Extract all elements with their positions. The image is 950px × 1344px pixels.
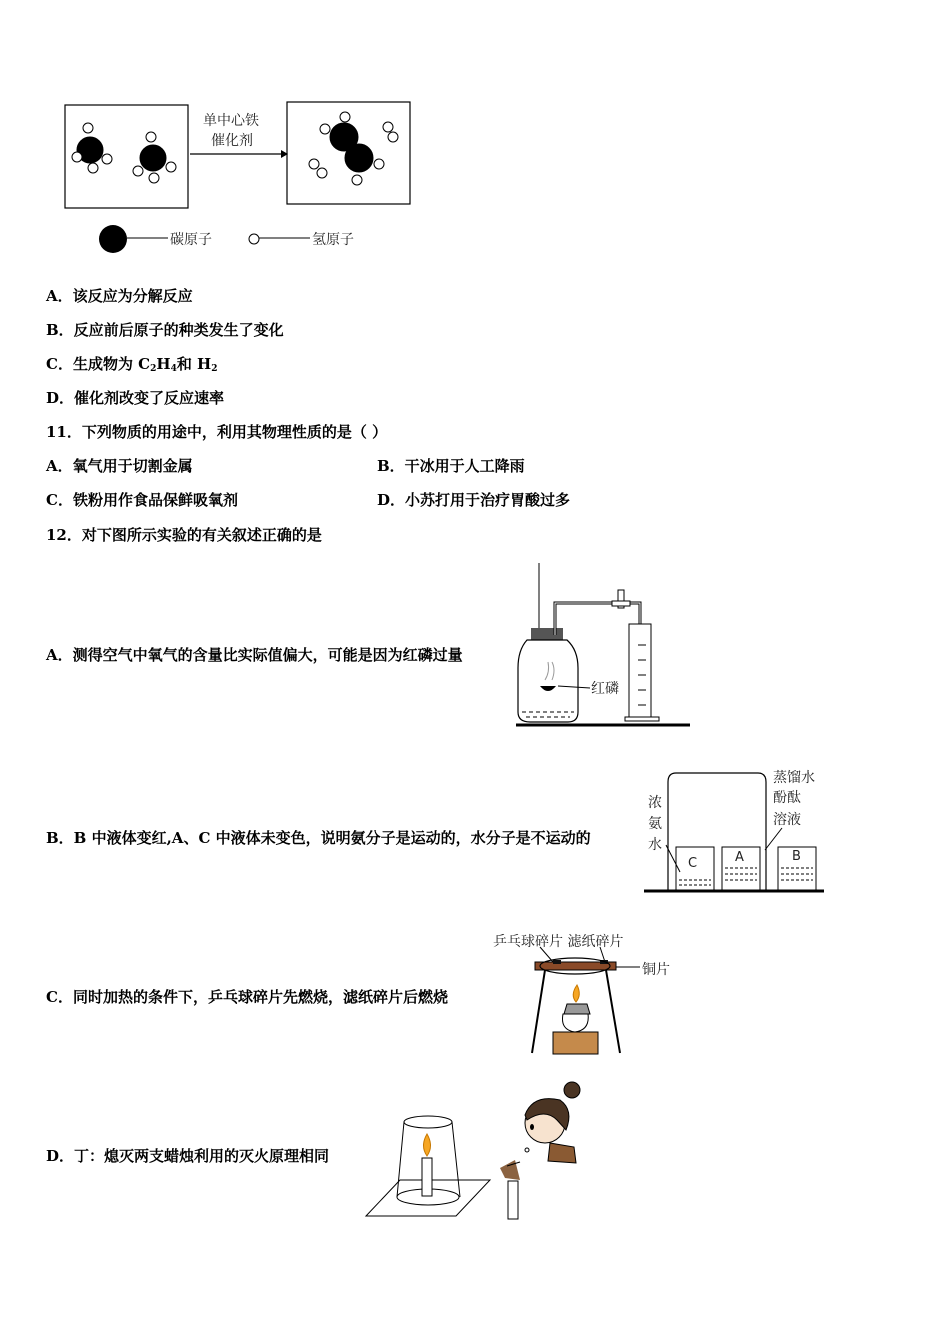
q10-option-d: D．催化剂改变了反应速率 (46, 389, 225, 407)
q12-stem: 12．对下图所示实验的有关叙述正确的是 (46, 526, 322, 544)
q11-option-c: C．铁粉用作食品保鲜吸氧剂 (46, 491, 238, 509)
q11-option-b: B．干冰用于人工降雨 (377, 457, 525, 475)
q11-stem: 11．下列物质的用途中，利用其物理性质的是（ ） (46, 423, 388, 441)
solution-label: 溶液 (773, 812, 801, 828)
catalyst-label-1: 单中心铁 (203, 113, 259, 129)
beaker-b-label: B (792, 849, 801, 864)
ammonia-label-2: 氨 (648, 816, 662, 832)
q11-option-a: A．氧气用于切割金属 (46, 457, 193, 475)
pingpong-filterpaper-label: 乒乓球碎片 滤纸碎片 (493, 934, 624, 950)
q11-option-d: D．小苏打用于治疗胃酸过多 (377, 491, 571, 509)
beaker-a-label: A (735, 850, 744, 865)
ammonia-label-1: 浓 (648, 795, 662, 811)
legend-carbon-label: 碳原子 (170, 232, 212, 248)
legend-hydrogen-label: 氢原子 (312, 232, 354, 248)
q10-option-b: B．反应前后原子的种类发生了变化 (46, 321, 284, 339)
q12-option-c: C．同时加热的条件下，乒乓球碎片先燃烧，滤纸碎片后燃烧 (46, 988, 448, 1006)
q12-option-b: B．B 中液体变红,A、C 中液体未变色，说明氨分子是运动的，水分子是不运动的 (46, 829, 591, 847)
q12-option-a: A．测得空气中氧气的含量比实际值偏大，可能是因为红磷过量 (46, 646, 463, 664)
q10-option-a: A．该反应为分解反应 (46, 287, 193, 305)
ammonia-label-3: 水 (648, 837, 662, 853)
copper-plate-label: 铜片 (642, 962, 670, 978)
red-phosphorus-label: 红磷 (591, 681, 619, 697)
beaker-c-label: C (688, 856, 698, 871)
phenolphthalein-label: 酚酞 (773, 790, 801, 806)
q10-option-c: C．生成物为 $C_2H_4$和 $H_2$ (46, 355, 218, 374)
q12-option-d: D．丁：熄灭两支蜡烛利用的灭火原理相同 (46, 1147, 330, 1165)
distilled-water-label: 蒸馏水 (773, 770, 815, 786)
catalyst-label-2: 催化剂 (211, 133, 253, 149)
